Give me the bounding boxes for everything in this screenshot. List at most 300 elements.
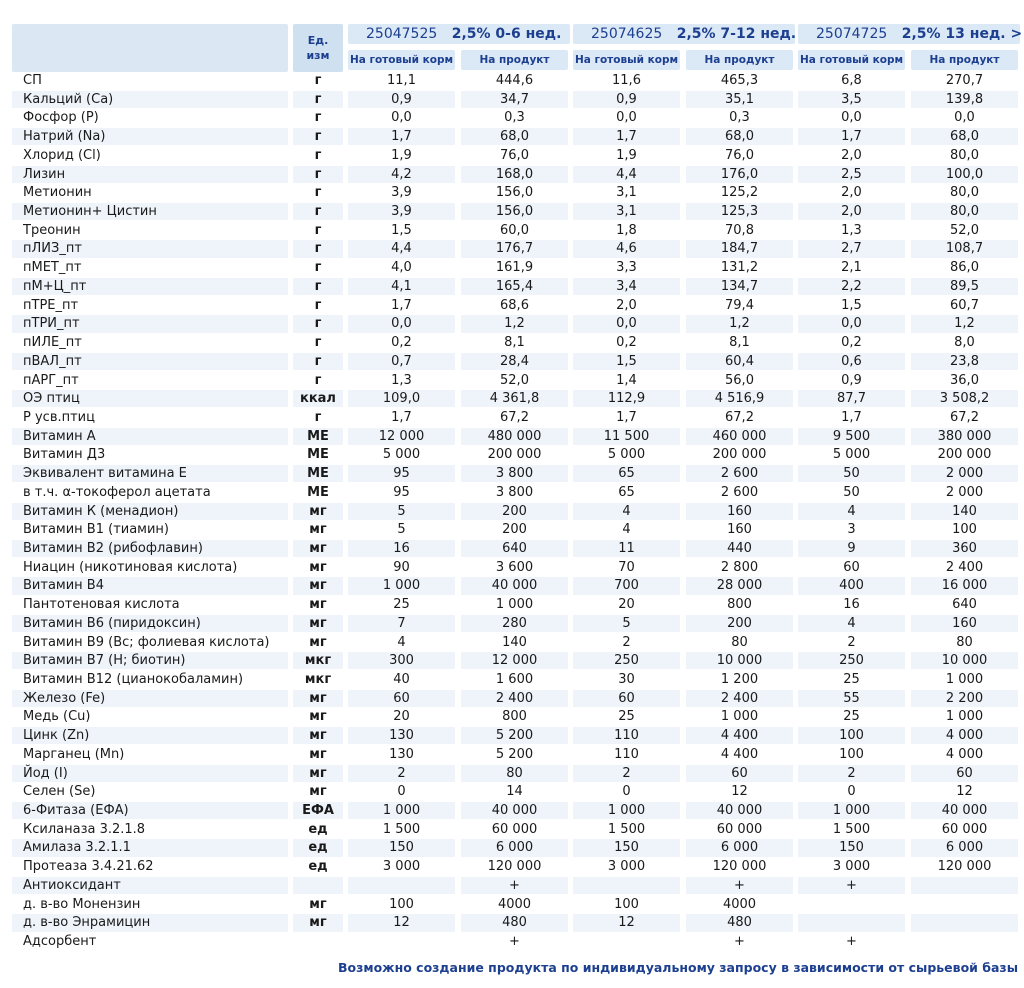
table-row [0, 259, 1024, 278]
row-unit: г [314, 185, 322, 201]
table-row [0, 708, 1024, 727]
row-value [911, 877, 1018, 894]
row-value: 3 800 [461, 465, 568, 482]
row-value: 0,2 [616, 335, 637, 351]
row-value: 12 [956, 784, 973, 800]
row-value: 1 000 [798, 802, 905, 819]
row-value: 156,0 [495, 185, 534, 201]
row-value: 700 [573, 577, 680, 594]
row-value: 0,7 [348, 353, 455, 370]
row-value: 800 [502, 709, 527, 725]
row-name: Хлорид (Cl) [23, 147, 101, 163]
subheader-feed-1: На готовый корм [348, 50, 455, 70]
row-value: 184,7 [686, 240, 793, 257]
row-value: 200 [686, 615, 793, 632]
row-value: 250 [573, 652, 680, 669]
row-name: Витамин В2 (рибофлавин) [12, 540, 288, 557]
row-value: 200 000 [487, 447, 542, 463]
row-unit: мг [293, 690, 343, 707]
row-unit: мг [293, 577, 343, 594]
row-value: 0,0 [348, 315, 455, 332]
table-row [0, 896, 1024, 915]
row-name: Цинк (Zn) [12, 727, 288, 744]
table-row [0, 72, 1024, 91]
table-row [0, 166, 1024, 185]
row-value: 34,7 [461, 91, 568, 108]
row-value: 60,0 [500, 222, 529, 238]
row-value: 200 [461, 503, 568, 520]
table-row [0, 240, 1024, 259]
row-value: 68,6 [500, 297, 529, 313]
row-value: 1 500 [607, 821, 646, 837]
row-value: 11,6 [612, 73, 641, 88]
row-unit: МЕ [307, 484, 329, 500]
row-unit: МЕ [307, 447, 329, 463]
row-value: + [734, 934, 745, 950]
row-value: 25 [843, 672, 860, 687]
row-value: 2 600 [720, 484, 759, 500]
row-value: 2 600 [686, 465, 793, 482]
row-unit: г [293, 240, 343, 257]
row-value: 60 000 [716, 821, 763, 837]
row-unit: г [314, 409, 322, 425]
row-value: 4,4 [573, 166, 680, 183]
row-value: 76,0 [725, 147, 754, 163]
row-value: 640 [952, 597, 977, 613]
row-value: 1,5 [841, 297, 862, 313]
row-value: 16 [348, 540, 455, 557]
row-value: 120 000 [487, 859, 542, 875]
table-row [0, 746, 1024, 765]
row-value: 176,0 [686, 166, 793, 183]
row-value: 2,0 [841, 185, 862, 201]
row-value: 1 000 [945, 709, 984, 725]
row-value: 80 [461, 765, 568, 782]
row-name: Метионин [23, 185, 92, 201]
row-value: 0,9 [841, 372, 862, 388]
row-value: 3,9 [391, 185, 412, 201]
row-value: 460 000 [686, 428, 793, 445]
table-row [0, 372, 1024, 391]
row-value: 70 [618, 559, 635, 575]
row-value: 139,8 [911, 91, 1018, 108]
row-value: 2,2 [798, 278, 905, 295]
row-value: 67,2 [500, 409, 529, 425]
row-value: 60 000 [941, 821, 988, 837]
row-value: 1,7 [798, 128, 905, 145]
table-row [0, 409, 1024, 428]
row-value: 131,2 [720, 260, 759, 276]
row-value: 60,7 [950, 297, 979, 313]
row-value: 76,0 [500, 147, 529, 163]
table-row [0, 839, 1024, 858]
row-value: 65 [573, 465, 680, 482]
row-value: 150 [348, 839, 455, 856]
row-name: пТРИ_пт [12, 315, 288, 332]
row-name: Ксиланаза 3.2.1.8 [23, 821, 146, 837]
row-value: 10 000 [911, 652, 1018, 669]
row-unit: мг [309, 709, 327, 725]
table-row [0, 914, 1024, 933]
row-value: 2 [348, 765, 455, 782]
row-value: 4 [798, 615, 905, 632]
row-value: 110 [614, 746, 639, 762]
row-value: 165,4 [461, 278, 568, 295]
row-value: 130 [389, 746, 414, 762]
row-name: пВАЛ_пт [12, 353, 288, 370]
row-unit: мг [293, 615, 343, 632]
row-value: 134,7 [686, 278, 793, 295]
row-value: 140 [911, 503, 1018, 520]
row-value: 4 000 [945, 746, 984, 762]
row-value: 65 [618, 484, 635, 500]
row-value: 68,0 [461, 128, 568, 145]
row-value: + [686, 877, 793, 894]
row-value: 1 500 [832, 821, 871, 837]
row-value: 68,0 [911, 128, 1018, 145]
row-value: 200 [502, 522, 527, 538]
group-label: 2,5% 13 нед. > [901, 26, 1023, 42]
row-unit: ЕФА [293, 802, 343, 819]
row-name: Пантотеновая кислота [23, 597, 180, 613]
header-blank-cell [12, 24, 288, 72]
row-unit: г [314, 335, 322, 351]
row-value: 6 000 [461, 839, 568, 856]
row-value: 1 500 [382, 821, 421, 837]
row-value: 4 [798, 503, 905, 520]
row-value: 40 000 [461, 802, 568, 819]
row-value: 16 [843, 597, 860, 613]
row-value: 1 200 [720, 672, 759, 687]
row-value: 1 000 [720, 709, 759, 725]
row-unit: мг [309, 597, 327, 613]
row-value: 480 [461, 914, 568, 931]
table-row [0, 671, 1024, 690]
row-value: 1,3 [391, 372, 412, 388]
row-value: 4 516,9 [686, 390, 793, 407]
row-value: 5 000 [832, 447, 871, 463]
row-value: 2,1 [841, 260, 862, 276]
row-value [348, 877, 455, 894]
table-row [0, 446, 1024, 465]
row-value: 0,0 [954, 110, 975, 126]
row-value: 3,9 [348, 203, 455, 220]
row-value: 36,0 [950, 372, 979, 388]
row-value [911, 933, 1018, 950]
row-value: 480 [686, 914, 793, 931]
unit-header [293, 24, 343, 72]
row-value: 80 [731, 634, 748, 650]
row-value: 360 [911, 540, 1018, 557]
row-value: 2 000 [945, 484, 984, 500]
row-value: 1,7 [391, 409, 412, 425]
subheader-product-3: На продукт [911, 50, 1018, 70]
row-value: 0,0 [573, 315, 680, 332]
row-value: 4 400 [686, 727, 793, 744]
row-value: 80,0 [911, 203, 1018, 220]
row-value: 80 [956, 634, 973, 650]
row-unit: г [293, 166, 343, 183]
row-unit [293, 933, 343, 950]
row-unit: ккал [293, 390, 343, 407]
row-value: 12 [731, 784, 748, 800]
row-value: 4,1 [348, 278, 455, 295]
row-value: 5 000 [382, 447, 421, 463]
row-value: 2 800 [720, 559, 759, 575]
group-code: 25047525 [366, 26, 438, 42]
row-value: 7 [348, 615, 455, 632]
row-name: Фосфор (P) [23, 110, 99, 126]
row-value: 60 000 [491, 821, 538, 837]
row-value: 35,1 [686, 91, 793, 108]
row-name: ОЭ птиц [12, 390, 288, 407]
row-value: 1,2 [461, 315, 568, 332]
row-value: 109,0 [348, 390, 455, 407]
row-name: д. в-во Монензин [23, 896, 141, 912]
table-row [0, 877, 1024, 896]
row-name: Лизин [12, 166, 288, 183]
row-value: 60 [348, 690, 455, 707]
row-value: 2,0 [841, 147, 862, 163]
row-value: 4 [573, 503, 680, 520]
group-header-3 [798, 24, 1023, 44]
row-unit: г [314, 260, 322, 276]
row-value: 400 [798, 577, 905, 594]
row-value: 100 [952, 522, 977, 538]
row-value: 160 [727, 522, 752, 538]
row-name: Витамин В4 [12, 577, 288, 594]
row-value: 9 500 [798, 428, 905, 445]
row-unit: мкг [304, 672, 332, 687]
row-value: 20 [393, 709, 410, 725]
group-header-2 [573, 24, 795, 44]
row-value: 800 [727, 597, 752, 613]
row-value: 1,2 [911, 315, 1018, 332]
row-value [573, 933, 680, 950]
row-value: 95 [393, 484, 410, 500]
row-value: 3 600 [495, 559, 534, 575]
row-value: 300 [348, 652, 455, 669]
row-value: 1,2 [686, 315, 793, 332]
row-name: пТРЕ_пт [23, 297, 79, 313]
row-value: 4,6 [573, 240, 680, 257]
table-row [0, 634, 1024, 653]
row-value: 1,7 [573, 128, 680, 145]
row-value: 0,0 [616, 110, 637, 126]
row-value: 28,4 [461, 353, 568, 370]
row-value: 90 [393, 559, 410, 575]
row-value: 67,2 [725, 409, 754, 425]
row-value: 11,1 [387, 73, 416, 88]
row-unit: г [293, 128, 343, 145]
table-row [0, 203, 1024, 222]
row-name: пЛИЗ_пт [12, 240, 288, 257]
row-value: 1 600 [495, 672, 534, 687]
row-name: в т.ч. α-токоферол ацетата [23, 484, 211, 500]
group-header-1 [348, 24, 570, 44]
row-value: 40 000 [461, 577, 568, 594]
row-value: 4,0 [391, 260, 412, 276]
row-value: + [461, 877, 568, 894]
row-value: 2 000 [911, 465, 1018, 482]
row-value: 12 [573, 914, 680, 931]
row-unit: г [314, 73, 322, 88]
row-name: Медь (Cu) [23, 709, 91, 725]
group-code: 25074625 [591, 26, 663, 42]
subheader-feed-3: На готовый корм [798, 50, 905, 70]
row-value: 25 [618, 709, 635, 725]
row-name: пИЛЕ_пт [23, 335, 82, 351]
table-row [0, 540, 1024, 559]
row-value: 56,0 [725, 372, 754, 388]
row-value: 12 000 [461, 652, 568, 669]
row-value: 0,0 [391, 110, 412, 126]
row-name: Р усв.птиц [23, 409, 95, 425]
row-value: 480 000 [461, 428, 568, 445]
row-value: + [509, 934, 520, 950]
row-value: 12 [348, 914, 455, 931]
row-value: 100,0 [911, 166, 1018, 183]
table-row [0, 503, 1024, 522]
row-name: пАРГ_пт [23, 372, 79, 388]
row-name: Антиоксидант [12, 877, 288, 894]
row-unit: г [314, 147, 322, 163]
row-name: Витамин В6 (пиридоксин) [12, 615, 288, 632]
row-value: 1,7 [391, 297, 412, 313]
row-value: 9 [798, 540, 905, 557]
row-value: 2,0 [616, 297, 637, 313]
row-value: 3,4 [573, 278, 680, 295]
row-value: 52,0 [950, 222, 979, 238]
row-name: Железо (Fe) [12, 690, 288, 707]
row-value: 60 [843, 559, 860, 575]
row-value: 25 [843, 709, 860, 725]
row-name: Витамин Д3 [23, 447, 106, 463]
table-row [0, 727, 1024, 746]
row-name: Кальций (Ca) [12, 91, 288, 108]
row-value: 1 000 [573, 802, 680, 819]
row-name: Витамин В1 (тиамин) [23, 522, 170, 538]
row-value: 5 200 [461, 727, 568, 744]
row-name: Селен (Se) [23, 784, 96, 800]
row-value: 95 [348, 465, 455, 482]
row-name: Витамин А [12, 428, 288, 445]
row-value: 120 000 [937, 859, 992, 875]
row-value: 16 000 [911, 577, 1018, 594]
row-value [911, 914, 1018, 931]
row-value: 4 400 [720, 746, 759, 762]
table-row [0, 765, 1024, 784]
row-value: 4 000 [911, 727, 1018, 744]
row-value: 40 [393, 672, 410, 687]
row-value: 3 800 [495, 484, 534, 500]
row-unit: мг [309, 746, 327, 762]
row-name: Йод (I) [12, 765, 288, 782]
row-value: 2 [798, 765, 905, 782]
row-value: 1,7 [841, 409, 862, 425]
table-row [0, 559, 1024, 578]
row-value: 2 [847, 634, 856, 650]
table-row [0, 615, 1024, 634]
row-value: 3 000 [382, 859, 421, 875]
row-value: 5 [397, 522, 406, 538]
row-value: 79,4 [725, 297, 754, 313]
row-value: 0 [397, 784, 406, 800]
row-value: 140 [502, 634, 527, 650]
row-name: Метионин+ Цистин [12, 203, 288, 220]
row-value: 100 [389, 896, 414, 912]
subheader-product-1: На продукт [461, 50, 568, 70]
row-value: 70,8 [725, 222, 754, 238]
row-unit: ед [308, 821, 328, 837]
row-value: 2 [573, 765, 680, 782]
table-row [0, 465, 1024, 484]
row-value: 1 000 [495, 597, 534, 613]
table-row [0, 109, 1024, 128]
row-value: 40 000 [686, 802, 793, 819]
row-unit: мг [309, 634, 327, 650]
row-value: 130 [348, 727, 455, 744]
row-value: 0 [847, 784, 856, 800]
row-unit: г [293, 91, 343, 108]
group-label: 2,5% 7-12 нед. [676, 26, 797, 42]
row-value: 60,4 [686, 353, 793, 370]
subheader-feed-2: На готовый корм [573, 50, 680, 70]
table-row [0, 484, 1024, 503]
row-value: 2 [622, 634, 631, 650]
row-value: 89,5 [911, 278, 1018, 295]
table-row [0, 91, 1024, 110]
row-value: 200 000 [712, 447, 767, 463]
row-value: 8,1 [504, 335, 525, 351]
row-value: 2 200 [911, 690, 1018, 707]
row-name: Треонин [23, 222, 81, 238]
row-value: 80,0 [950, 147, 979, 163]
footer-note: Возможно создание продукта по индивидуальному запросу в зависимости от сырьевой базы [337, 960, 1018, 975]
row-value: 5 200 [495, 746, 534, 762]
row-value: 250 [798, 652, 905, 669]
row-value: 200 000 [937, 447, 992, 463]
row-value: 0,9 [348, 91, 455, 108]
row-value: 60 [911, 765, 1018, 782]
row-value: 1,5 [391, 222, 412, 238]
row-value: 80,0 [950, 185, 979, 201]
row-value: 125,3 [686, 203, 793, 220]
row-unit [293, 877, 343, 894]
table-row [0, 278, 1024, 297]
row-unit: МЕ [293, 428, 343, 445]
table-row [0, 222, 1024, 241]
row-unit: г [293, 353, 343, 370]
row-value: 20 [618, 597, 635, 613]
row-unit: г [314, 372, 322, 388]
row-name: Амилаза 3.2.1.1 [12, 839, 288, 856]
row-value: 8,0 [954, 335, 975, 351]
row-value [911, 896, 1018, 913]
row-value: 100 [839, 746, 864, 762]
row-value: 3,3 [616, 260, 637, 276]
row-value: 440 [686, 540, 793, 557]
row-value: 14 [506, 784, 523, 800]
row-value: 1,3 [841, 222, 862, 238]
row-unit: мг [293, 914, 343, 931]
row-unit: г [293, 203, 343, 220]
row-name: Эквивалент витамина Е [12, 465, 288, 482]
row-value: 25 [393, 597, 410, 613]
row-value: 2 400 [945, 559, 984, 575]
row-value: 4,2 [348, 166, 455, 183]
row-value: 2,0 [798, 203, 905, 220]
